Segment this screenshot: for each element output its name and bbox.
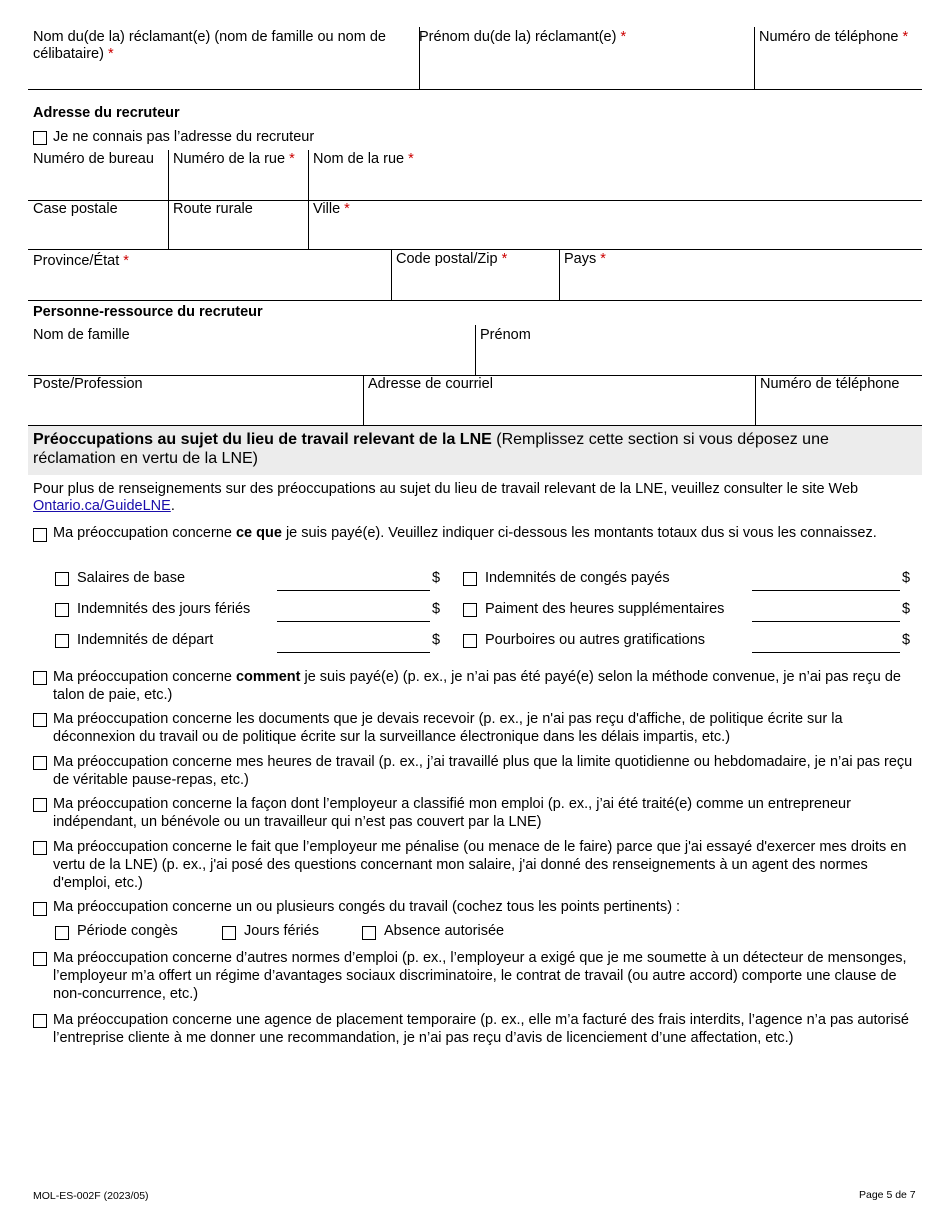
contact-first-name-label: Prénom <box>480 327 531 343</box>
leave-option-label: Période congès <box>77 923 178 939</box>
vacation-pay-label: Indemnités de congés payés <box>485 570 670 586</box>
concern-paid-what-checkbox[interactable] <box>33 528 47 542</box>
overtime-pay-label: Paiment des heures supplémentaires <box>485 601 725 617</box>
tips-label: Pourboires ou autres gratifications <box>485 632 706 648</box>
concern-documents-label: Ma préoccupation concerne les documents que je devais recevoir (p. ex., je n'ai pas reçu d'affiche, de politique écrite sur la déconnexion du travail ou de politique écrite sur la surveillance électronique dans les délais impartis, etc.) <box>53 711 843 745</box>
concern-other-standards-label: Ma préoccupation concerne d’autres normes d’emploi (p. ex., l’employeur a exigé que je me soumette à un détecteur de mensonges, l’employeur m’a offert un régime d’avantages sociaux discriminatoire, le contrat de travail (ou autre accord) comporte une clause de non-concurrence, etc.) <box>53 950 907 1002</box>
tips-amount-field[interactable] <box>752 652 900 653</box>
currency-symbol: $ <box>902 632 911 648</box>
concern-documents-checkbox[interactable] <box>33 713 47 727</box>
office-number-label: Numéro de bureau <box>33 151 154 167</box>
street-number-label: Numéro de la rue * <box>173 151 295 167</box>
leave-option-checkbox[interactable] <box>362 926 376 940</box>
concern-reprisal-label: Ma préoccupation concerne le fait que l’employeur me pénalise (ou menace de le faire) parce que j'ai essayé d'exercer mes droits en vertu de la LNE) (p. ex., j'ai posé des questions concernant mon salaire, j'ai donné des renseignements à un agent des normes d'emploi, etc.) <box>53 839 907 891</box>
po-box-label: Case postale <box>33 201 118 217</box>
tips-checkbox[interactable] <box>463 634 477 648</box>
base-wages-label: Salaires de base <box>77 570 186 586</box>
concern-classification-checkbox[interactable] <box>33 798 47 812</box>
claimant-last-name-label: Nom du(de la) réclamant(e) (nom de famille ou nom de célibataire) * <box>33 29 386 62</box>
overtime-pay-amount-field[interactable] <box>752 621 900 622</box>
currency-symbol: $ <box>902 570 911 586</box>
concern-leaves-checkbox[interactable] <box>33 902 47 916</box>
concern-other-standards-checkbox[interactable] <box>33 952 47 966</box>
postal-code-label: Code postal/Zip * <box>396 251 508 267</box>
recruiter-address-heading: Adresse du recruteur <box>33 105 180 121</box>
currency-symbol: $ <box>432 570 441 586</box>
concern-temp-agency-label: Ma préoccupation concerne une agence de placement temporaire (p. ex., elle m’a facturé des frais interdits, l’agence n’a pas autorisé l’entreprise cliente à me donner une recommandation, je n’ai pas reçu d’avis de licenciement d’une affectation, etc.) <box>53 1012 909 1046</box>
city-label: Ville * <box>313 201 350 217</box>
unknown-address-checkbox[interactable] <box>33 131 47 145</box>
base-wages-amount-field[interactable] <box>277 590 430 591</box>
holiday-pay-amount-field[interactable] <box>277 621 430 622</box>
recruiter-contact-heading: Personne-ressource du recruteur <box>33 304 263 320</box>
province-label: Province/État * <box>33 253 129 269</box>
leave-option-label: Absence autorisée <box>384 923 505 939</box>
currency-symbol: $ <box>432 601 441 617</box>
currency-symbol: $ <box>432 632 441 648</box>
concern-classification-label: Ma préoccupation concerne la façon dont l’employeur a classifié mon emploi (p. ex., j’ai été traité(e) comme un entrepreneur indépendant, un bénévole ou un travailleur qui n’est pas couvert par la LNE) <box>53 796 851 830</box>
contact-last-name-label: Nom de famille <box>33 327 130 343</box>
concern-temp-agency-checkbox[interactable] <box>33 1014 47 1028</box>
holiday-pay-label: Indemnités des jours fériés <box>77 601 251 617</box>
concern-paid-how-label: Ma préoccupation concerne comment je suis payé(e) (p. ex., je n’ai pas été payé(e) selon la méthode convenue, je n’ai pas reçu de talon de paie, etc.) <box>53 669 901 703</box>
street-name-label: Nom de la rue * <box>313 151 414 167</box>
contact-position-label: Poste/Profession <box>33 376 143 392</box>
concern-paid-what-label: Ma préoccupation concerne ce que je suis payé(e). Veuillez indiquer ci-dessous les montants totaux dus si vous les connaissez. <box>53 525 877 541</box>
page-number: Page 5 de 7 <box>859 1189 916 1201</box>
base-wages-checkbox[interactable] <box>55 572 69 586</box>
severance-pay-label: Indemnités de départ <box>77 632 214 648</box>
claimant-phone-label: Numéro de téléphone * <box>759 29 909 45</box>
severance-pay-amount-field[interactable] <box>277 652 430 653</box>
concern-leaves-label: Ma préoccupation concerne un ou plusieurs congés du travail (cochez tous les points pertinents) : <box>53 899 681 915</box>
form-id: MOL-ES-002F (2023/05) <box>33 1190 149 1202</box>
rural-route-label: Route rurale <box>173 201 253 217</box>
contact-phone-label: Numéro de téléphone <box>760 376 900 392</box>
guide-lne-link[interactable]: Ontario.ca/GuideLNE <box>33 498 171 514</box>
concern-hours-checkbox[interactable] <box>33 756 47 770</box>
concern-paid-how-checkbox[interactable] <box>33 671 47 685</box>
holiday-pay-checkbox[interactable] <box>55 603 69 617</box>
concerns-heading: Préoccupations au sujet du lieu de travail relevant de la LNE (Remplissez cette section si vous déposez une réclamation en vertu de la LNE) <box>33 431 829 467</box>
unknown-address-label: Je ne connais pas l’adresse du recruteur <box>53 129 315 145</box>
concern-hours-label: Ma préoccupation concerne mes heures de travail (p. ex., j’ai travaillé plus que la limite quotidienne ou hebdomadaire, je n’ai pas reçu de véritable pause-repas, etc.) <box>53 754 913 788</box>
concern-reprisal-checkbox[interactable] <box>33 841 47 855</box>
leave-option-checkbox[interactable] <box>222 926 236 940</box>
concerns-intro: Pour plus de renseignements sur des préoccupations au sujet du lieu de travail relevant de la LNE, veuillez consulter le site Web Ontario.ca/GuideLNE. <box>33 481 859 514</box>
currency-symbol: $ <box>902 601 911 617</box>
vacation-pay-amount-field[interactable] <box>752 590 900 591</box>
claimant-first-name-label: Prénom du(de la) réclamant(e) * <box>419 29 627 45</box>
vacation-pay-checkbox[interactable] <box>463 572 477 586</box>
overtime-pay-checkbox[interactable] <box>463 603 477 617</box>
leave-option-label: Jours fériés <box>244 923 319 939</box>
contact-email-label: Adresse de courriel <box>368 376 493 392</box>
country-label: Pays * <box>564 251 606 267</box>
leave-option-checkbox[interactable] <box>55 926 69 940</box>
severance-pay-checkbox[interactable] <box>55 634 69 648</box>
